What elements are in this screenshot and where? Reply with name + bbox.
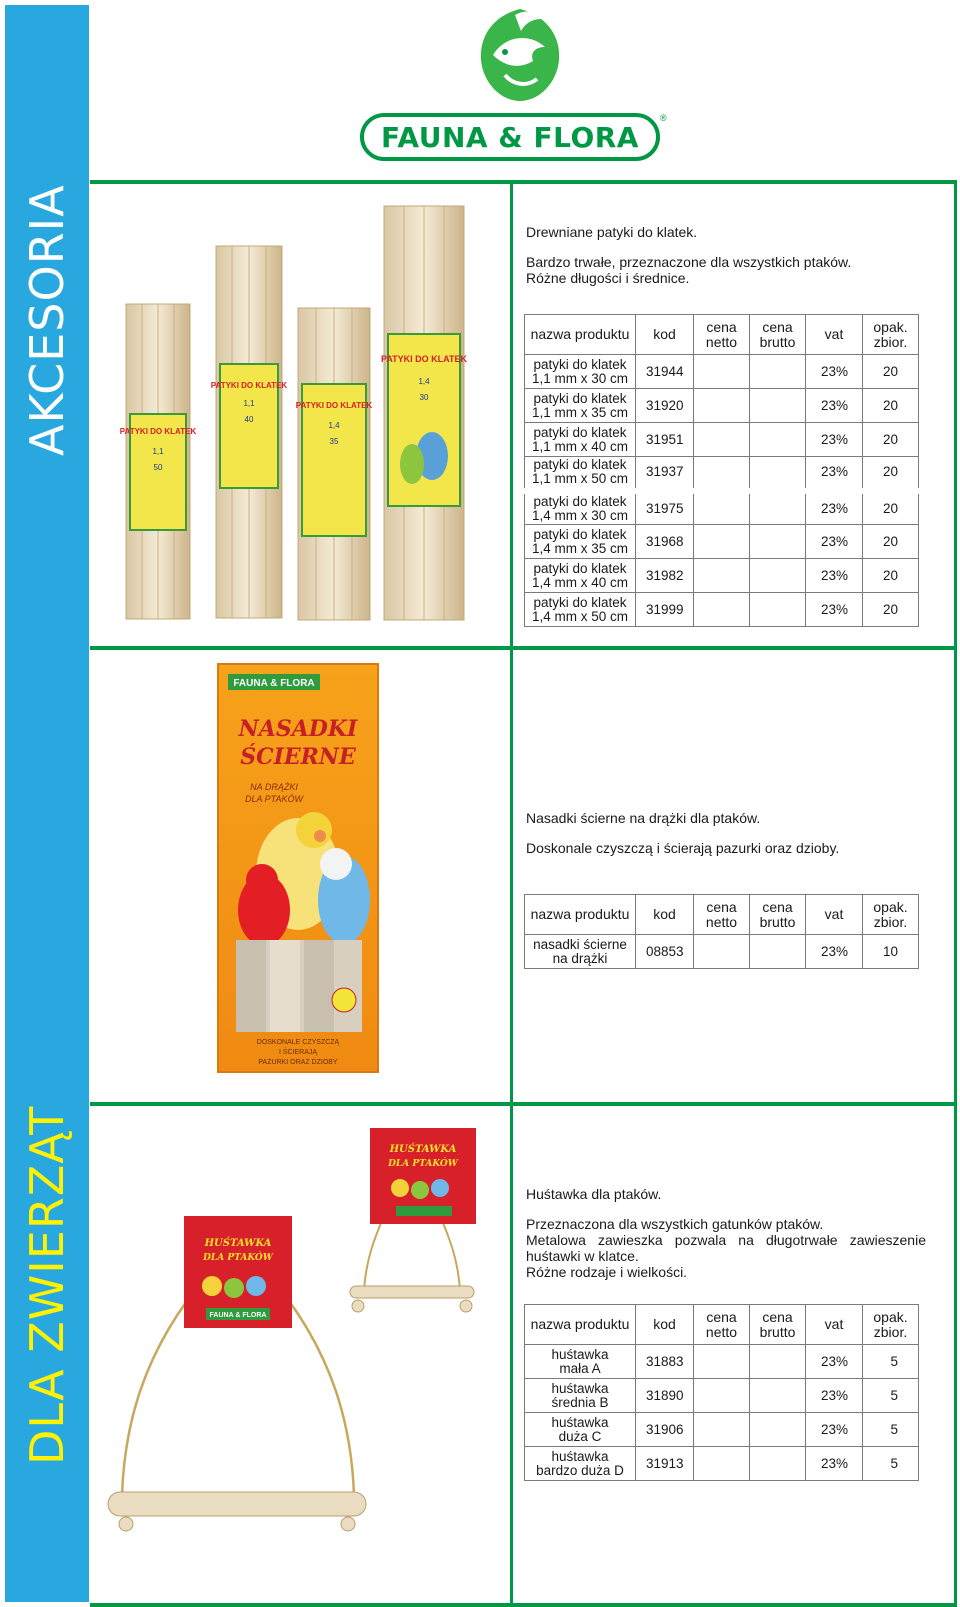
cell-gross-price [750,389,806,423]
col-header-name: nazwa produktu [525,315,636,355]
cell-product-name: huśtawka duża C [525,1413,636,1447]
section-border [954,1106,957,1603]
cell-code: 31906 [636,1413,694,1447]
table-row [525,491,919,525]
svg-text:35: 35 [329,437,339,446]
cell-code: 31968 [636,525,694,559]
cell-net-price [694,1379,750,1413]
col-header-pack: opak. zbior. [863,315,919,355]
svg-text:HUŚTAWKA: HUŚTAWKA [389,1144,457,1155]
table-row [525,1447,919,1481]
brand-name: FAUNA & FLORA [360,113,660,161]
svg-text:NASADKI: NASADKI [238,716,358,742]
cell-gross-price [750,1345,806,1379]
svg-text:DLA PTAKÓW: DLA PTAKÓW [244,794,304,804]
product-desc-line: Doskonale czyszczą i ścierają pazurki oraz dzioby. [526,840,840,856]
cell-pack-qty: 5 [863,1413,919,1447]
col-header-code: kod [636,895,694,935]
col-header-gross: cena brutto [750,315,806,355]
table-row [525,423,919,457]
cell-pack-qty: 20 [863,355,919,389]
cell-pack-qty: 20 [863,389,919,423]
cell-gross-price [750,1379,806,1413]
section-perches [90,180,957,646]
cell-product-name: nasadki ścierne na drążki [525,935,636,969]
cell-code: 31913 [636,1447,694,1481]
section-swings [90,1102,957,1607]
svg-text:1,4: 1,4 [418,377,430,386]
cell-net-price [694,1447,750,1481]
cell-net-price [694,1413,750,1447]
svg-text:PATYKI DO KLATEK: PATYKI DO KLATEK [295,401,373,410]
svg-text:I ŚCIERAJĄ: I ŚCIERAJĄ [278,1049,318,1056]
cell-vat: 23% [806,355,863,389]
cell-gross-price [750,1413,806,1447]
col-header-vat: vat [806,315,863,355]
section-divider [510,650,513,1102]
product-title: Nasadki ścierne na drążki dla ptaków. [526,810,761,826]
cell-code: 31951 [636,423,694,457]
cell-vat: 23% [806,457,863,491]
cell-pack-qty: 20 [863,491,919,525]
cell-product-name: patyki do klatek 1,1 mm x 35 cm [525,389,636,423]
col-header-gross: cena brutto [750,1305,806,1345]
cell-pack-qty: 20 [863,559,919,593]
wooden-perches-package-image [120,194,470,634]
cell-code: 31944 [636,355,694,389]
svg-text:1,4: 1,4 [328,421,340,430]
cell-net-price [694,1345,750,1379]
col-header-pack: opak. zbior. [863,895,919,935]
col-header-pack: opak. zbior. [863,1305,919,1345]
svg-text:HUŚTAWKA: HUŚTAWKA [204,1238,272,1249]
cell-vat: 23% [806,935,863,969]
svg-text:1,1: 1,1 [243,399,255,408]
section-abrasive-covers [90,646,957,1102]
col-header-vat: vat [806,895,863,935]
product-title: Huśtawka dla ptaków. [526,1186,662,1202]
section-divider [510,1106,513,1603]
cell-product-name: patyki do klatek 1,4 mm x 40 cm [525,559,636,593]
cell-product-name: patyki do klatek 1,1 mm x 30 cm [525,355,636,389]
pack-label: PATYKI DO KLATEK [120,427,197,436]
cell-pack-qty: 20 [863,457,919,491]
cell-code: 31999 [636,593,694,627]
cell-code: 31890 [636,1379,694,1413]
product-table [524,314,919,627]
cell-vat: 23% [806,423,863,457]
cell-gross-price [750,457,806,491]
col-header-code: kod [636,1305,694,1345]
cell-vat: 23% [806,1379,863,1413]
cell-net-price [694,559,750,593]
col-header-code: kod [636,315,694,355]
cell-net-price [694,491,750,525]
cell-vat: 23% [806,593,863,627]
cell-net-price [694,935,750,969]
cell-product-name: patyki do klatek 1,1 mm x 50 cm [525,457,636,491]
col-header-name: nazwa produktu [525,895,636,935]
brand-logo [360,5,680,165]
product-table [524,1304,919,1481]
cell-pack-qty: 20 [863,525,919,559]
svg-text:NA DRĄŻKI: NA DRĄŻKI [250,782,298,792]
cell-pack-qty: 5 [863,1345,919,1379]
product-desc-line: Różne długości i średnice. [526,270,690,286]
cell-gross-price [750,525,806,559]
sidebar-title-for-animals: DLA ZWIERZĄT [20,1105,74,1465]
col-header-net: cena netto [694,1305,750,1345]
cell-product-name: huśtawka bardzo duża D [525,1447,636,1481]
cell-code: 31982 [636,559,694,593]
product-desc-line: Bardzo trwałe, przeznaczone dla wszystkich ptaków. [526,254,852,270]
table-row [525,389,919,423]
cell-vat: 23% [806,1413,863,1447]
svg-text:DLA PTAKÓW: DLA PTAKÓW [203,1253,273,1263]
table-row [525,1345,919,1379]
product-description [526,810,926,856]
cell-net-price [694,423,750,457]
cell-vat: 23% [806,1345,863,1379]
svg-text:FAUNA & FLORA: FAUNA & FLORA [209,1312,267,1319]
cell-code: 08853 [636,935,694,969]
cell-product-name: patyki do klatek 1,4 mm x 35 cm [525,525,636,559]
cell-vat: 23% [806,525,863,559]
cell-vat: 23% [806,1447,863,1481]
fish-leaf-logo-icon [475,5,565,105]
cell-pack-qty: 20 [863,593,919,627]
svg-text:40: 40 [244,415,254,424]
cell-net-price [694,389,750,423]
cell-pack-qty: 5 [863,1447,919,1481]
svg-text:50: 50 [153,463,163,472]
bird-swing-image [100,1122,500,1532]
cell-gross-price [750,355,806,389]
table-row [525,355,919,389]
col-header-net: cena netto [694,315,750,355]
cell-product-name: patyki do klatek 1,4 mm x 30 cm [525,491,636,525]
table-header-row [525,895,919,935]
cell-gross-price [750,423,806,457]
cell-pack-qty: 20 [863,423,919,457]
svg-text:30: 30 [419,393,429,402]
svg-text:1,1: 1,1 [152,447,164,456]
cell-product-name: huśtawka średnia B [525,1379,636,1413]
registered-mark: ® [660,113,667,123]
table-row [525,1413,919,1447]
table-header-row [525,315,919,355]
product-description [526,224,926,286]
cell-vat: 23% [806,559,863,593]
cell-gross-price [750,559,806,593]
product-description [526,1186,926,1280]
col-header-vat: vat [806,1305,863,1345]
pack-brand: FAUNA & FLORA [233,678,315,689]
svg-text:PATYKI DO KLATEK: PATYKI DO KLATEK [210,381,288,390]
section-border [954,650,957,1102]
cell-pack-qty: 5 [863,1379,919,1413]
cell-gross-price [750,1447,806,1481]
cell-net-price [694,593,750,627]
section-divider [510,184,513,646]
cell-net-price [694,525,750,559]
table-row [525,559,919,593]
svg-text:PAZURKI ORAZ DZIOBY: PAZURKI ORAZ DZIOBY [258,1059,338,1066]
cell-product-name: patyki do klatek 1,1 mm x 40 cm [525,423,636,457]
cell-net-price [694,457,750,491]
cell-code: 31920 [636,389,694,423]
cell-net-price [694,355,750,389]
col-header-name: nazwa produktu [525,1305,636,1345]
table-row [525,935,919,969]
product-desc-line: Różne rodzaje i wielkości. [526,1264,688,1280]
sidebar-title-accessories: AKCESORIA [20,184,74,456]
cell-product-name: patyki do klatek 1,4 mm x 50 cm [525,593,636,627]
svg-text:DLA PTAKÓW: DLA PTAKÓW [388,1159,458,1169]
svg-text:DOSKONALE CZYSZCZĄ: DOSKONALE CZYSZCZĄ [256,1039,340,1046]
table-row [525,1379,919,1413]
table-row [525,457,919,491]
cell-vat: 23% [806,389,863,423]
cell-gross-price [750,935,806,969]
table-row [525,593,919,627]
svg-text:ŚCIERNE: ŚCIERNE [240,744,356,770]
svg-text:PATYKI DO KLATEK: PATYKI DO KLATEK [381,354,467,364]
cell-product-name: huśtawka mała A [525,1345,636,1379]
product-desc-line: Przeznaczona dla wszystkich gatunków ptaków. [526,1216,824,1232]
table-header-row [525,1305,919,1345]
cell-code: 31975 [636,491,694,525]
section-border [954,184,957,646]
col-header-net: cena netto [694,895,750,935]
cell-vat: 23% [806,491,863,525]
cell-gross-price [750,491,806,525]
cell-gross-price [750,593,806,627]
table-row [525,525,919,559]
product-title: Drewniane patyki do klatek. [526,224,698,240]
cell-pack-qty: 10 [863,935,919,969]
abrasive-perch-covers-package-image [214,660,384,1080]
cell-code: 31883 [636,1345,694,1379]
product-table [524,894,919,969]
col-header-gross: cena brutto [750,895,806,935]
product-desc-line: Metalowa zawieszka pozwala na długotrwałe zawieszenie huśtawki w klatce. [526,1232,926,1264]
cell-code: 31937 [636,457,694,491]
